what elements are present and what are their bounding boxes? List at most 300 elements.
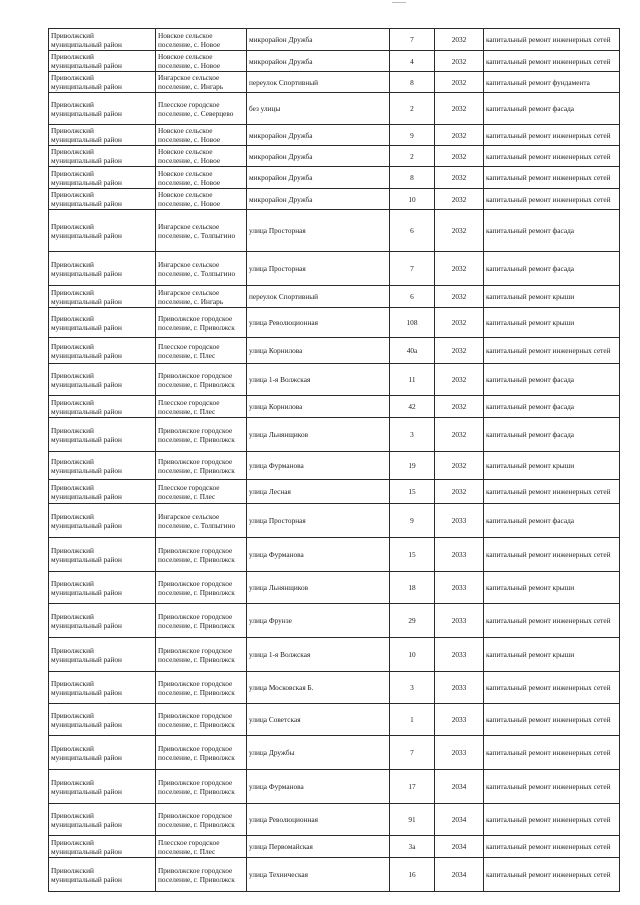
work-type-cell: капитальный ремонт инженерных сетей — [484, 51, 620, 72]
municipality-cell-line: Приволжский — [51, 52, 94, 61]
street-cell: улица Революционная — [247, 804, 390, 836]
street-cell: улица 1-я Волжская — [247, 364, 390, 396]
table-row — [49, 72, 620, 93]
settlement-cell-line: Приволжское городское — [158, 545, 233, 555]
settlement-cell — [156, 364, 247, 396]
municipality-cell-line: муниципальный район — [51, 819, 122, 829]
year-cell: 2034 — [435, 770, 484, 804]
settlement-cell — [156, 210, 247, 252]
municipality-cell-line: Приволжский — [51, 259, 94, 269]
year-cell: 2034 — [435, 836, 484, 858]
house-number-cell: 29 — [390, 604, 435, 638]
table-row — [49, 93, 620, 125]
settlement-cell-line: поселение, г. Приволжск — [158, 752, 235, 762]
table-row — [49, 286, 620, 308]
settlement-cell-line: поселение, г. Приволжск — [158, 587, 235, 597]
year-cell: 2033 — [435, 538, 484, 572]
table-row — [49, 504, 620, 538]
municipality-cell — [49, 452, 156, 480]
street-cell: улица Советская — [247, 704, 390, 736]
settlement-cell-line: поселение, с. Толпыгино — [158, 520, 236, 530]
house-number-cell: 15 — [390, 480, 435, 504]
municipality-cell-line: муниципальный район — [51, 406, 122, 416]
municipality-cell-line: Приволжский — [51, 645, 94, 655]
municipality-cell-line: Приволжский — [51, 370, 94, 380]
repair-plan-table — [48, 28, 620, 892]
settlement-cell — [156, 770, 247, 804]
settlement-cell — [156, 736, 247, 770]
year-cell: 2034 — [435, 858, 484, 892]
settlement-cell-line: Плесское городское — [158, 482, 220, 492]
settlement-cell-line: поселение, с. Новое — [158, 156, 221, 165]
table-row — [49, 770, 620, 804]
year-cell: 2033 — [435, 704, 484, 736]
house-number-cell: 4 — [390, 51, 435, 72]
work-type-cell: капитальный ремонт фасада — [484, 210, 620, 252]
year-cell: 2032 — [435, 51, 484, 72]
street-cell: микрорайон Дружба — [247, 146, 390, 167]
settlement-cell-line: поселение, г. Приволжск — [158, 786, 235, 796]
settlement-cell — [156, 418, 247, 452]
house-number-cell: 7 — [390, 29, 435, 51]
settlement-cell — [156, 252, 247, 286]
table-body — [49, 29, 620, 892]
settlement-cell-line: поселение, г. Приволжск — [158, 719, 235, 729]
settlement-cell-line: Плесское городское — [158, 397, 220, 407]
municipality-cell-line: Приволжский — [51, 126, 94, 135]
house-number-cell: 108 — [390, 308, 435, 338]
municipality-cell-line: муниципальный район — [51, 322, 122, 332]
settlement-cell — [156, 638, 247, 672]
year-cell: 2032 — [435, 29, 484, 51]
settlement-cell-line: поселение, г. Приволжск — [158, 465, 235, 475]
table-row — [49, 638, 620, 672]
settlement-cell — [156, 604, 247, 638]
municipality-cell — [49, 836, 156, 858]
year-cell: 2033 — [435, 504, 484, 538]
municipality-cell-line: муниципальный район — [51, 719, 122, 729]
settlement-cell-line: Приволжское городское — [158, 456, 233, 466]
year-cell: 2033 — [435, 736, 484, 770]
municipality-cell — [49, 308, 156, 338]
municipality-cell-line: муниципальный район — [51, 350, 122, 360]
settlement-cell-line: Новское сельское — [158, 168, 213, 178]
street-cell: переулок Спортивный — [247, 72, 390, 93]
municipality-cell — [49, 286, 156, 308]
year-cell: 2032 — [435, 93, 484, 125]
municipality-cell-line: Приволжский — [51, 221, 94, 231]
municipality-cell-line: муниципальный район — [51, 520, 122, 530]
municipality-cell-line: муниципальный район — [51, 39, 122, 49]
street-cell: микрорайон Дружба — [247, 167, 390, 189]
year-cell: 2032 — [435, 364, 484, 396]
work-type-cell: капитальный ремонт инженерных сетей — [484, 672, 620, 704]
settlement-cell-line: Приволжское городское — [158, 678, 233, 688]
year-cell: 2032 — [435, 396, 484, 418]
settlement-cell — [156, 804, 247, 836]
table-row — [49, 418, 620, 452]
municipality-cell-line: муниципальный район — [51, 587, 122, 597]
street-cell: улица Дружбы — [247, 736, 390, 770]
settlement-cell-line: поселение, г. Приволжск — [158, 819, 235, 829]
year-cell: 2032 — [435, 252, 484, 286]
settlement-cell-line: Плесское городское — [158, 837, 220, 847]
house-number-cell: 9 — [390, 504, 435, 538]
work-type-cell: капитальный ремонт крыши — [484, 452, 620, 480]
house-number-cell: 42 — [390, 396, 435, 418]
municipality-cell-line: Приволжский — [51, 147, 94, 156]
house-number-cell: 2 — [390, 146, 435, 167]
work-type-cell: капитальный ремонт фасада — [484, 504, 620, 538]
settlement-cell-line: Приволжское городское — [158, 810, 233, 820]
municipality-cell-line: муниципальный район — [51, 61, 122, 70]
street-cell: улица Фурманова — [247, 452, 390, 480]
house-number-cell: 6 — [390, 210, 435, 252]
year-cell: 2032 — [435, 125, 484, 146]
settlement-cell-line: Приволжское городское — [158, 710, 233, 720]
settlement-cell-line: Новское сельское — [158, 126, 213, 135]
work-type-cell: капитальный ремонт крыши — [484, 308, 620, 338]
municipality-cell-line: Приволжский — [51, 545, 94, 555]
house-number-cell: 9 — [390, 125, 435, 146]
municipality-cell — [49, 638, 156, 672]
year-cell: 2032 — [435, 189, 484, 210]
street-cell: микрорайон Дружба — [247, 29, 390, 51]
year-cell: 2033 — [435, 604, 484, 638]
municipality-cell-line: муниципальный район — [51, 156, 122, 165]
settlement-cell-line: Приволжское городское — [158, 865, 233, 875]
settlement-cell — [156, 338, 247, 364]
house-number-cell: 16 — [390, 858, 435, 892]
house-number-cell: 3 — [390, 418, 435, 452]
municipality-cell-line: муниципальный район — [51, 177, 122, 187]
work-type-cell: капитальный ремонт инженерных сетей — [484, 167, 620, 189]
municipality-cell — [49, 210, 156, 252]
municipality-cell-line: муниципальный район — [51, 268, 122, 278]
house-number-cell: 7 — [390, 252, 435, 286]
work-type-cell: капитальный ремонт инженерных сетей — [484, 189, 620, 210]
settlement-cell — [156, 286, 247, 308]
municipality-cell-line: муниципальный район — [51, 108, 122, 118]
work-type-cell: капитальный ремонт инженерных сетей — [484, 29, 620, 51]
street-cell: улица Лесная — [247, 480, 390, 504]
settlement-cell-line: Новское сельское — [158, 30, 213, 40]
settlement-cell-line: Ингарское сельское — [158, 73, 220, 82]
settlement-cell-line: Приволжское городское — [158, 743, 233, 753]
settlement-cell-line: Ингарское сельское — [158, 221, 220, 231]
settlement-cell-line: поселение, с. Ингарь — [158, 82, 224, 91]
settlement-cell-line: Приволжское городское — [158, 645, 233, 655]
house-number-cell: 6 — [390, 286, 435, 308]
municipality-cell-line: муниципальный район — [51, 687, 122, 697]
municipality-cell — [49, 504, 156, 538]
municipality-cell-line: муниципальный район — [51, 620, 122, 630]
table-row — [49, 167, 620, 189]
table-row — [49, 480, 620, 504]
street-cell: улица Льнянщиков — [247, 418, 390, 452]
municipality-cell-line: Приволжский — [51, 865, 94, 875]
municipality-cell-line: муниципальный район — [51, 434, 122, 444]
work-type-cell: капитальный ремонт инженерных сетей — [484, 538, 620, 572]
settlement-cell-line: поселение, с. Новое — [158, 199, 221, 208]
municipality-cell-line: Приволжский — [51, 810, 94, 820]
table-row — [49, 146, 620, 167]
municipality-cell-line: Приволжский — [51, 837, 94, 847]
table-row — [49, 308, 620, 338]
work-type-cell: капитальный ремонт инженерных сетей — [484, 125, 620, 146]
municipality-cell-line: Приволжский — [51, 313, 94, 323]
municipality-cell — [49, 538, 156, 572]
settlement-cell-line: поселение, г. Плес — [158, 491, 216, 501]
table-row — [49, 252, 620, 286]
municipality-cell-line: Приволжский — [51, 511, 94, 521]
municipality-cell-line: Приволжский — [51, 287, 94, 297]
settlement-cell-line: Новское сельское — [158, 190, 213, 199]
year-cell: 2032 — [435, 72, 484, 93]
municipality-cell-line: Приволжский — [51, 73, 94, 82]
municipality-cell-line: муниципальный район — [51, 491, 122, 501]
house-number-cell: 10 — [390, 189, 435, 210]
municipality-cell — [49, 338, 156, 364]
settlement-cell — [156, 51, 247, 72]
settlement-cell — [156, 189, 247, 210]
municipality-cell-line: муниципальный район — [51, 82, 122, 91]
house-number-cell: 8 — [390, 167, 435, 189]
settlement-cell-line: поселение, с. Новое — [158, 135, 221, 144]
table-row — [49, 396, 620, 418]
work-type-cell: капитальный ремонт крыши — [484, 572, 620, 604]
municipality-cell-line: муниципальный район — [51, 752, 122, 762]
house-number-cell: 8 — [390, 72, 435, 93]
municipality-cell — [49, 252, 156, 286]
table-row — [49, 672, 620, 704]
municipality-cell — [49, 418, 156, 452]
work-type-cell: капитальный ремонт фасада — [484, 396, 620, 418]
street-cell: улица Льнянщиков — [247, 572, 390, 604]
settlement-cell-line: поселение, г. Плес — [158, 406, 216, 416]
table-row — [49, 538, 620, 572]
settlement-cell-line: поселение, с. Ингарь — [158, 296, 224, 306]
house-number-cell: 3 — [390, 672, 435, 704]
house-number-cell: 3а — [390, 836, 435, 858]
settlement-cell — [156, 308, 247, 338]
municipality-cell — [49, 93, 156, 125]
municipality-cell — [49, 672, 156, 704]
settlement-cell-line: поселение, г. Приволжск — [158, 434, 235, 444]
work-type-cell: капитальный ремонт крыши — [484, 286, 620, 308]
table-row — [49, 189, 620, 210]
house-number-cell: 91 — [390, 804, 435, 836]
work-type-cell: капитальный ремонт фасада — [484, 418, 620, 452]
year-cell: 2032 — [435, 167, 484, 189]
municipality-cell-line: Приволжский — [51, 397, 94, 407]
street-cell: улица Просторная — [247, 210, 390, 252]
house-number-cell: 17 — [390, 770, 435, 804]
settlement-cell — [156, 480, 247, 504]
settlement-cell — [156, 452, 247, 480]
settlement-cell — [156, 538, 247, 572]
municipality-cell — [49, 704, 156, 736]
settlement-cell — [156, 29, 247, 51]
street-cell: улица Корнилова — [247, 338, 390, 364]
year-cell: 2032 — [435, 418, 484, 452]
municipality-cell — [49, 770, 156, 804]
settlement-cell — [156, 672, 247, 704]
street-cell: улица Московская Б. — [247, 672, 390, 704]
house-number-cell: 19 — [390, 452, 435, 480]
settlement-cell — [156, 572, 247, 604]
work-type-cell: капитальный ремонт фасада — [484, 252, 620, 286]
municipality-cell-line: муниципальный район — [51, 465, 122, 475]
municipality-cell — [49, 146, 156, 167]
year-cell: 2033 — [435, 638, 484, 672]
settlement-cell — [156, 504, 247, 538]
house-number-cell: 7 — [390, 736, 435, 770]
work-type-cell: капитальный ремонт инженерных сетей — [484, 736, 620, 770]
municipality-cell — [49, 480, 156, 504]
settlement-cell-line: поселение, с. Толпыгино — [158, 230, 236, 240]
table-row — [49, 736, 620, 770]
municipality-cell-line: Приволжский — [51, 710, 94, 720]
municipality-cell-line: муниципальный район — [51, 786, 122, 796]
settlement-cell-line: Приволжское городское — [158, 611, 233, 621]
settlement-cell-line: поселение, г. Приволжск — [158, 379, 235, 389]
settlement-cell-line: поселение, г. Плес — [158, 350, 216, 360]
municipality-cell — [49, 364, 156, 396]
street-cell: улица Фрунзе — [247, 604, 390, 638]
settlement-cell-line: Приволжское городское — [158, 777, 233, 787]
municipality-cell-line: муниципальный район — [51, 135, 122, 144]
street-cell: переулок Спортивный — [247, 286, 390, 308]
year-cell: 2033 — [435, 672, 484, 704]
street-cell: микрорайон Дружба — [247, 189, 390, 210]
year-cell: 2032 — [435, 286, 484, 308]
settlement-cell-line: Приволжское городское — [158, 313, 233, 323]
settlement-cell-line: Плесское городское — [158, 341, 220, 351]
work-type-cell: капитальный ремонт фасада — [484, 93, 620, 125]
municipality-cell — [49, 604, 156, 638]
work-type-cell: капитальный ремонт инженерных сетей — [484, 704, 620, 736]
work-type-cell: капитальный ремонт фундамента — [484, 72, 620, 93]
work-type-cell: капитальный ремонт инженерных сетей — [484, 338, 620, 364]
settlement-cell-line: поселение, г. Приволжск — [158, 687, 235, 697]
municipality-cell-line: муниципальный район — [51, 554, 122, 564]
street-cell: улица Фурманова — [247, 770, 390, 804]
settlement-cell — [156, 72, 247, 93]
table-row — [49, 364, 620, 396]
settlement-cell-line: Новское сельское — [158, 52, 213, 61]
municipality-cell-line: Приволжский — [51, 456, 94, 466]
municipality-cell-line: Приволжский — [51, 168, 94, 178]
house-number-cell: 15 — [390, 538, 435, 572]
street-cell: улица Просторная — [247, 504, 390, 538]
settlement-cell — [156, 125, 247, 146]
settlement-cell-line: Плесское городское — [158, 99, 220, 109]
work-type-cell: капитальный ремонт инженерных сетей — [484, 146, 620, 167]
work-type-cell: капитальный ремонт инженерных сетей — [484, 858, 620, 892]
settlement-cell-line: поселение, с. Толпыгино — [158, 268, 236, 278]
settlement-cell-line: Новское сельское — [158, 147, 213, 156]
house-number-cell: 1 — [390, 704, 435, 736]
municipality-cell-line: Приволжский — [51, 611, 94, 621]
table-row — [49, 704, 620, 736]
table-row — [49, 338, 620, 364]
municipality-cell-line: муниципальный район — [51, 379, 122, 389]
settlement-cell-line: Приволжское городское — [158, 370, 233, 380]
settlement-cell — [156, 396, 247, 418]
municipality-cell-line: муниципальный район — [51, 874, 122, 884]
work-type-cell: капитальный ремонт инженерных сетей — [484, 604, 620, 638]
settlement-cell-line: Ингарское сельское — [158, 511, 220, 521]
settlement-cell-line: поселение, с. Северцево — [158, 108, 234, 118]
table-row — [49, 836, 620, 858]
street-cell: улица 1-я Волжская — [247, 638, 390, 672]
scan-mark — [392, 2, 406, 6]
table-row — [49, 51, 620, 72]
municipality-cell — [49, 29, 156, 51]
year-cell: 2032 — [435, 210, 484, 252]
municipality-cell-line: муниципальный район — [51, 199, 122, 208]
municipality-cell-line: Приволжский — [51, 99, 94, 109]
work-type-cell: капитальный ремонт фасада — [484, 364, 620, 396]
street-cell: микрорайон Дружба — [247, 51, 390, 72]
table-row — [49, 452, 620, 480]
municipality-cell-line: Приволжский — [51, 777, 94, 787]
municipality-cell-line: Приволжский — [51, 678, 94, 688]
house-number-cell: 18 — [390, 572, 435, 604]
municipality-cell-line: Приволжский — [51, 425, 94, 435]
municipality-cell — [49, 858, 156, 892]
street-cell: улица Техническая — [247, 858, 390, 892]
municipality-cell — [49, 125, 156, 146]
table-row — [49, 572, 620, 604]
municipality-cell-line: муниципальный район — [51, 846, 122, 856]
house-number-cell: 11 — [390, 364, 435, 396]
settlement-cell — [156, 704, 247, 736]
year-cell: 2032 — [435, 338, 484, 364]
work-type-cell: капитальный ремонт инженерных сетей — [484, 770, 620, 804]
settlement-cell-line: Ингарское сельское — [158, 287, 220, 297]
year-cell: 2033 — [435, 572, 484, 604]
work-type-cell: капитальный ремонт инженерных сетей — [484, 480, 620, 504]
municipality-cell-line: Приволжский — [51, 482, 94, 492]
street-cell: улица Фурманова — [247, 538, 390, 572]
settlement-cell-line: поселение, г. Приволжск — [158, 554, 235, 564]
house-number-cell: 10 — [390, 638, 435, 672]
settlement-cell-line: поселение, с. Новое — [158, 61, 221, 70]
municipality-cell-line: муниципальный район — [51, 296, 122, 306]
municipality-cell — [49, 189, 156, 210]
settlement-cell-line: поселение, г. Приволжск — [158, 620, 235, 630]
table-row — [49, 604, 620, 638]
settlement-cell-line: поселение, с. Новое — [158, 177, 221, 187]
settlement-cell-line: поселение, с. Новое — [158, 39, 221, 49]
work-type-cell: капитальный ремонт крыши — [484, 638, 620, 672]
municipality-cell-line: Приволжский — [51, 743, 94, 753]
settlement-cell-line: Ингарское сельское — [158, 259, 220, 269]
table-row — [49, 210, 620, 252]
municipality-cell — [49, 167, 156, 189]
year-cell: 2032 — [435, 146, 484, 167]
municipality-cell-line: муниципальный район — [51, 654, 122, 664]
street-cell: микрорайон Дружба — [247, 125, 390, 146]
municipality-cell — [49, 396, 156, 418]
work-type-cell: капитальный ремонт инженерных сетей — [484, 804, 620, 836]
table-row — [49, 125, 620, 146]
municipality-cell — [49, 51, 156, 72]
street-cell: улица Просторная — [247, 252, 390, 286]
municipality-cell-line: Приволжский — [51, 190, 94, 199]
